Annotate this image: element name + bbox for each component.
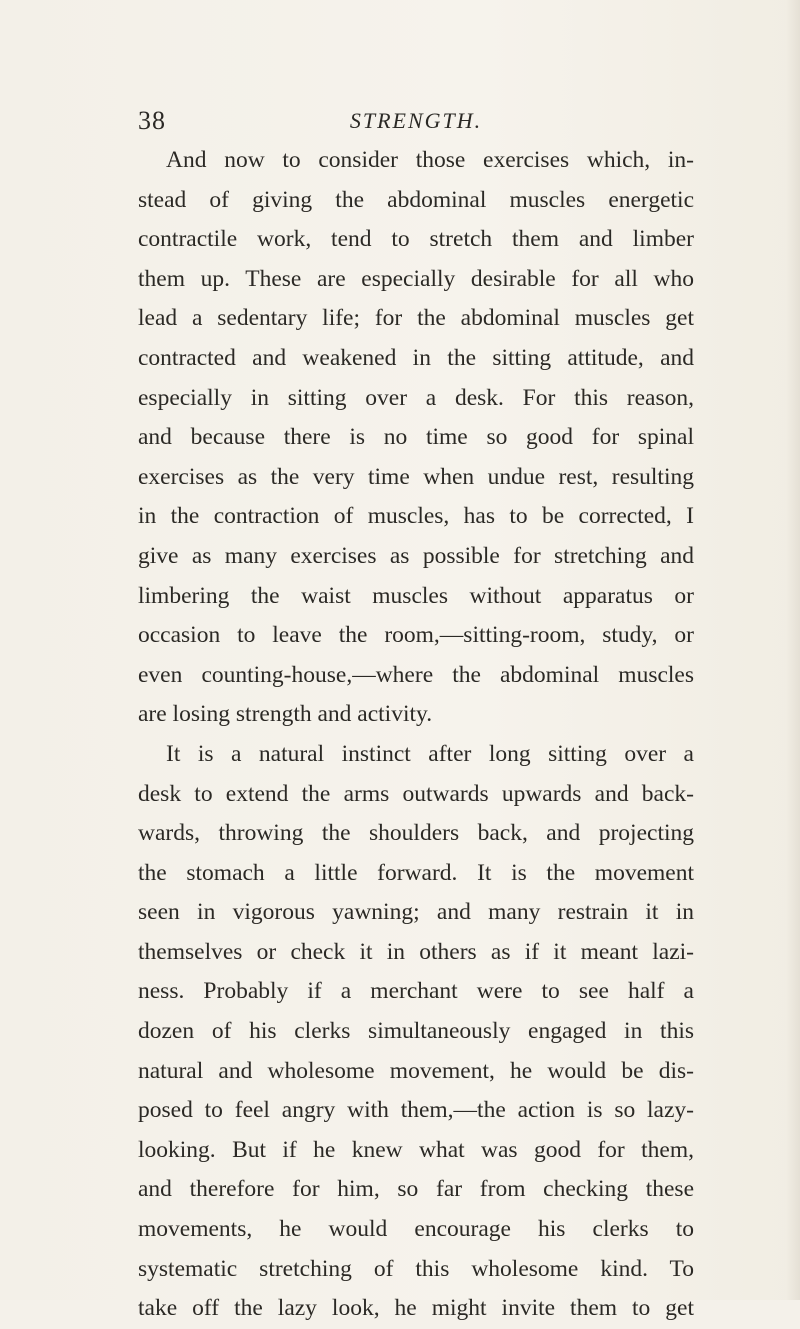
text-line: movements, he would encourage his clerks to bbox=[138, 1216, 694, 1243]
text-line: stead of giving the abdominal muscles energetic bbox=[138, 186, 694, 213]
text-line: especially in sitting over a desk. For this reason, bbox=[138, 384, 694, 411]
text-line: give as many exercises as possible for stretching and bbox=[138, 542, 694, 569]
text-line: exercises as the very time when undue rest, resulting bbox=[138, 463, 694, 490]
text-line: natural and wholesome movement, he would be dis- bbox=[138, 1057, 694, 1084]
page-number: 38 bbox=[138, 106, 166, 135]
text-line: and therefore for him, so far from checking these bbox=[138, 1176, 694, 1203]
text-line: contracted and weakened in the sitting attitude, and bbox=[138, 344, 694, 371]
text-line: are losing strength and activity. bbox=[138, 701, 433, 728]
text-line: lead a sedentary life; for the abdominal muscles get bbox=[138, 305, 694, 332]
text-line: posed to feel angry with them,—the action is so lazy- bbox=[138, 1097, 694, 1124]
text-line: even counting-house,—where the abdominal muscles bbox=[138, 661, 694, 688]
text-line: limbering the waist muscles without apparatus or bbox=[138, 582, 694, 609]
text-line: wards, throwing the shoulders back, and projecting bbox=[138, 820, 694, 847]
text-line: and because there is no time so good for spinal bbox=[138, 424, 694, 451]
page-edge-shadow bbox=[786, 0, 800, 1300]
text-line: systematic stretching of this wholesome kind. To bbox=[138, 1255, 694, 1282]
page-header bbox=[138, 106, 694, 136]
text-line: It is a natural instinct after long sitting over a bbox=[166, 740, 694, 767]
text-line: in the contraction of muscles, has to be corrected, I bbox=[138, 503, 694, 530]
text-line: occasion to leave the room,—sitting-room, study, or bbox=[138, 622, 694, 649]
text-line: contractile work, tend to stretch them and limber bbox=[138, 226, 694, 253]
text-line: ness. Probably if a merchant were to see half a bbox=[138, 978, 694, 1005]
text-line: the stomach a little forward. It is the movement bbox=[138, 859, 694, 886]
text-line: desk to extend the arms outwards upwards and back- bbox=[138, 780, 694, 807]
text-line: looking. But if he knew what was good for them, bbox=[138, 1136, 694, 1163]
text-line: take off the lazy look, he might invite them to get bbox=[138, 1295, 694, 1322]
text-line: them up. These are especially desirable for all who bbox=[138, 265, 694, 292]
text-line: themselves or check it in others as if it meant lazi- bbox=[138, 938, 694, 965]
text-line: dozen of his clerks simultaneously engaged in this bbox=[138, 1018, 694, 1045]
text-line: And now to consider those exercises which, in- bbox=[166, 147, 694, 173]
running-head: STRENGTH. bbox=[349, 108, 483, 133]
body-text bbox=[138, 141, 694, 1329]
text-line: seen in vigorous yawning; and many restrain it in bbox=[138, 899, 694, 926]
